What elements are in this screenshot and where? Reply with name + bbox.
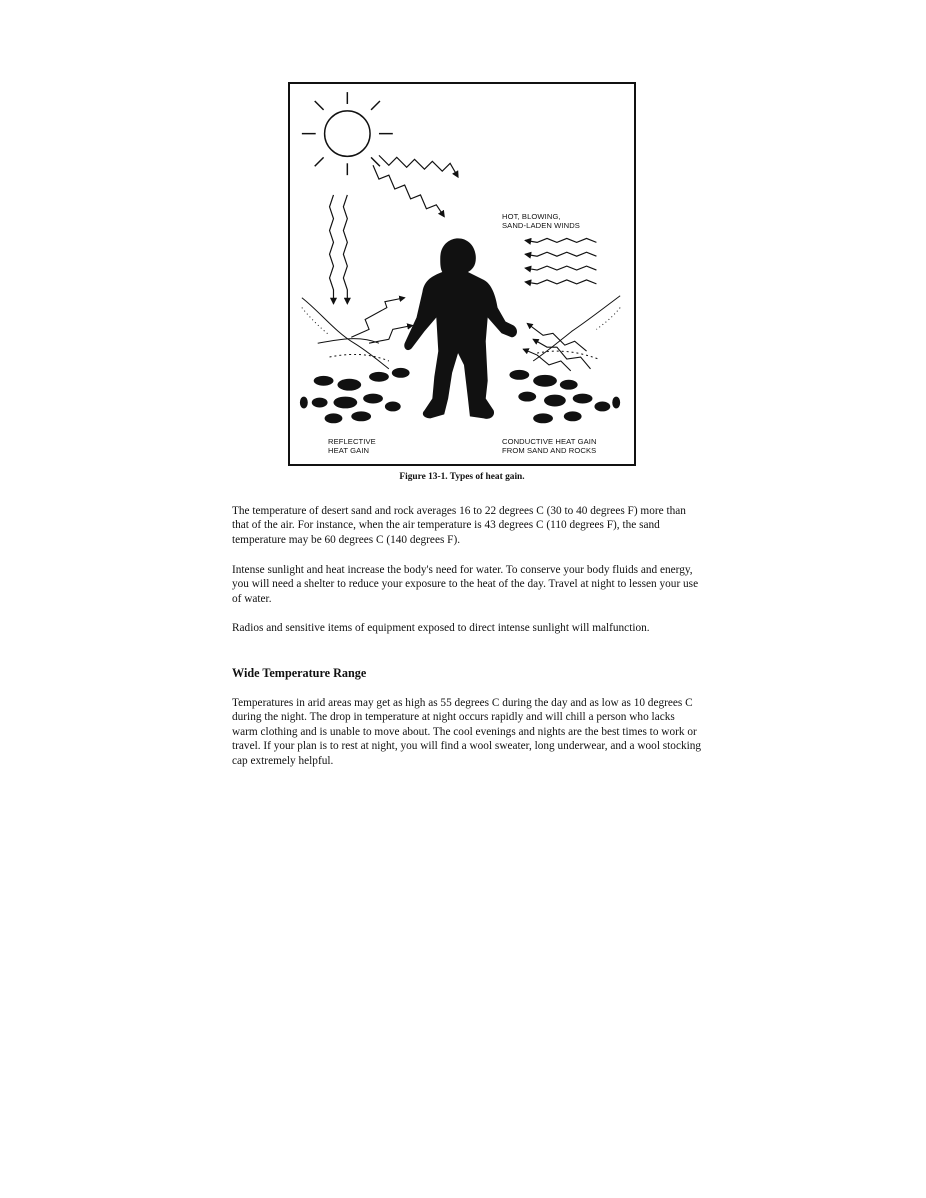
soldier-silhouette [404,238,517,418]
left-hill [302,298,389,369]
reflective-heat-label: REFLECTIVE HEAT GAIN [328,437,376,455]
paragraph-sand-temperature: The temperature of desert sand and rock averages 16 to 22 degrees C (30 to 40 degrees F) more than that of the air. For instance, when the air temperature is 43 degrees C (110 degrees F), the sand temperature may be 60 degrees C (140 degrees F). [232,505,686,546]
heat-gain-figure [288,82,636,466]
paragraph-sunlight-water: Intense sunlight and heat increase the body's need for water. To conserve your body fluids and energy, you will need a shelter to reduce your exposure to the heat of the day. Travel at night to lessen your use of water. [232,564,699,605]
section-heading: Wide Temperature Range [232,666,367,680]
sun-icon [302,92,393,175]
wind-arrows [525,238,596,283]
heat-gain-illustration [290,84,634,464]
paragraph-temperature-range: Temperatures in arid areas may get as high as 55 degrees C during the day and as low as 10 degrees C during the night. The drop in temperature at night occurs rapidly and will chill a person who lacks warm clothing and is unable to move about. The cool evenings and nights are the best times to work or travel. If your plan is to rest at night, you will find a wool sweater, long underwear, and a wool stocking cap extremely helpful. [232,697,702,767]
paragraph-radios: Radios and sensitive items of equipment exposed to direct intense sunlight will malfunction. [232,622,650,634]
rocks [300,368,620,423]
figure-caption: Figure 13-1. Types of heat gain. [399,472,525,482]
winds-label: HOT, BLOWING, SAND-LADEN WINDS [502,212,580,230]
conductive-heat-label: CONDUCTIVE HEAT GAIN FROM SAND AND ROCKS [502,437,597,455]
right-hill [533,296,620,361]
